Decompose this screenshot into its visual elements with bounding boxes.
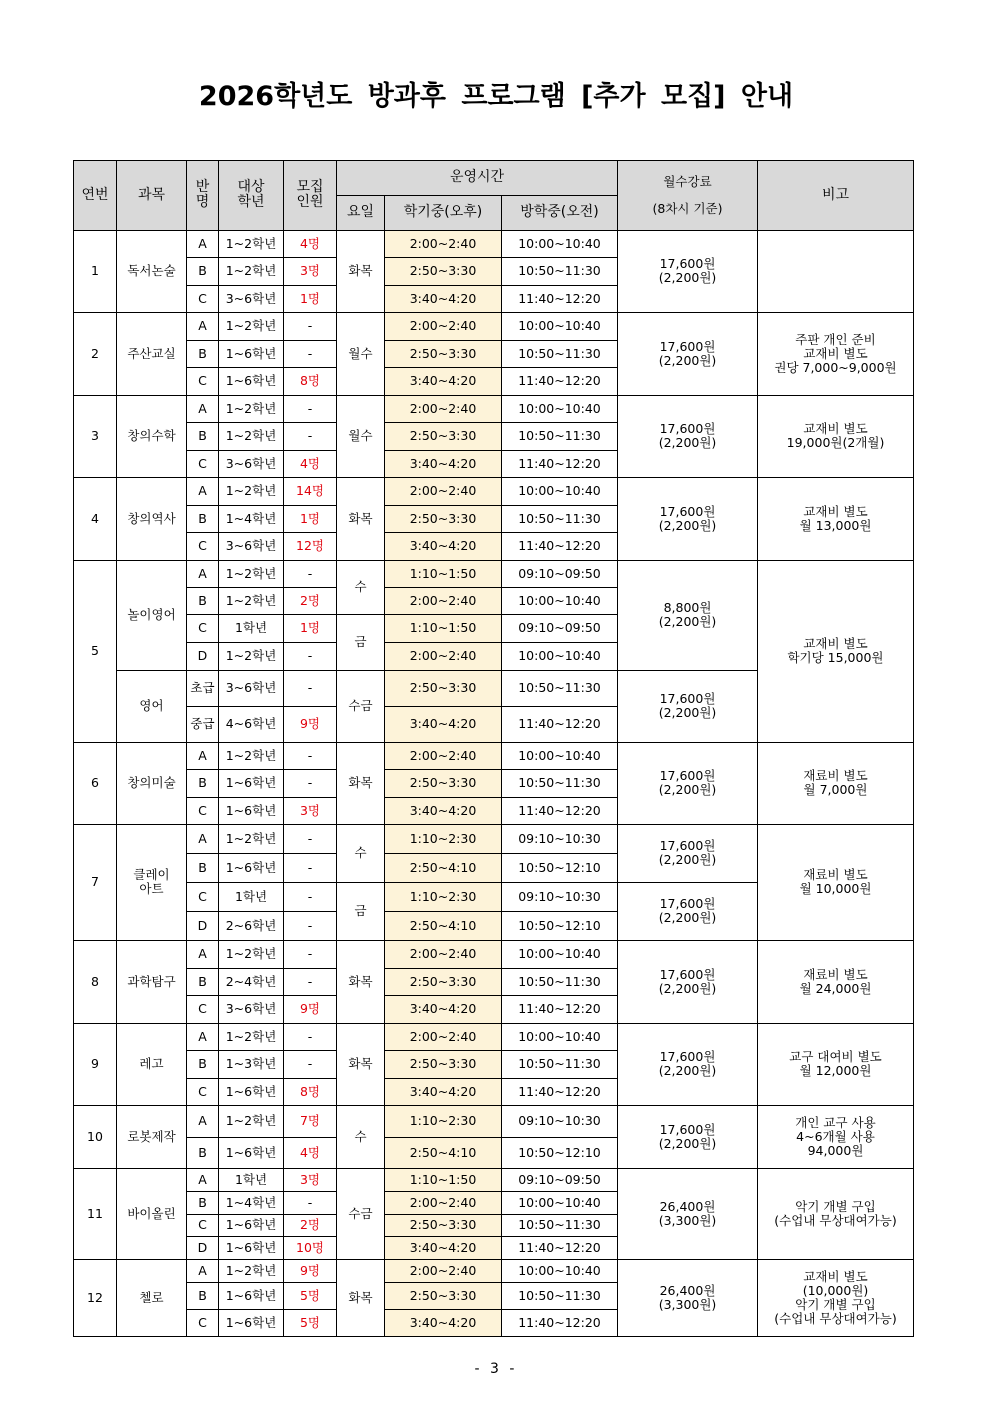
vacation-time: 10:50~11:30: [502, 505, 618, 532]
weekday: 화목: [337, 1023, 385, 1105]
term-time: 3:40~4:20: [385, 285, 502, 312]
term-time: 3:40~4:20: [385, 797, 502, 824]
term-time: 1:10~2:30: [385, 1105, 502, 1137]
recruit-count: 4명: [284, 450, 337, 477]
vacation-time: 09:10~10:30: [502, 824, 618, 853]
term-time: 2:50~4:10: [385, 1137, 502, 1168]
target-grade: 1~2학년: [219, 230, 284, 257]
monthly-fee: 17,600원 (2,200원): [618, 1105, 758, 1168]
recruit-count: -: [284, 1050, 337, 1078]
recruit-count: -: [284, 560, 337, 587]
class-label: A: [187, 742, 219, 769]
subject-name: 클레이 아트: [117, 824, 187, 940]
recruit-count: 9명: [284, 995, 337, 1023]
recruit-count: -: [284, 968, 337, 995]
class-label: C: [187, 995, 219, 1023]
vacation-time: 10:00~10:40: [502, 1191, 618, 1214]
subject-name: 창의수학: [117, 395, 187, 477]
term-time: 2:50~4:10: [385, 853, 502, 882]
note: 교재비 별도 (10,000원) 악기 개별 구입 (수업내 무상대여가능): [758, 1259, 914, 1336]
subject-name: 주산교실: [117, 312, 187, 395]
header-weekday: 요일: [337, 195, 385, 230]
weekday: 수금: [337, 670, 385, 742]
target-grade: 3~6학년: [219, 995, 284, 1023]
target-grade: 1~2학년: [219, 257, 284, 285]
monthly-fee: 17,600원 (2,200원): [618, 940, 758, 1023]
monthly-fee: 17,600원 (2,200원): [618, 230, 758, 312]
monthly-fee: 26,400원 (3,300원): [618, 1259, 758, 1336]
page-title: 2026학년도 방과후 프로그램 [추가 모집] 안내: [198, 81, 794, 112]
class-label: A: [187, 230, 219, 257]
recruit-count: -: [284, 824, 337, 853]
note: 개인 교구 사용 4~6개월 사용 94,000원: [758, 1105, 914, 1168]
target-grade: 1학년: [219, 1168, 284, 1191]
class-label: B: [187, 769, 219, 797]
row-number: 9: [74, 1023, 117, 1105]
vacation-time: 10:50~12:10: [502, 1137, 618, 1168]
vacation-time: 10:50~11:30: [502, 257, 618, 285]
target-grade: 1~4학년: [219, 1191, 284, 1214]
term-time: 2:00~2:40: [385, 742, 502, 769]
row-number: 6: [74, 742, 117, 824]
class-label: C: [187, 532, 219, 560]
class-label: C: [187, 1309, 219, 1336]
vacation-time: 10:00~10:40: [502, 312, 618, 340]
target-grade: 1~3학년: [219, 1050, 284, 1078]
vacation-time: 10:50~11:30: [502, 1050, 618, 1078]
weekday: 화목: [337, 940, 385, 1023]
term-time: 2:50~3:30: [385, 505, 502, 532]
term-time: 2:50~3:30: [385, 1282, 502, 1309]
header-vacation: 방학중(오전): [502, 195, 618, 230]
vacation-time: 10:50~11:30: [502, 1214, 618, 1236]
vacation-time: 11:40~12:20: [502, 706, 618, 742]
vacation-time: 11:40~12:20: [502, 1078, 618, 1105]
recruit-count: -: [284, 395, 337, 422]
subject-name: 독서논술: [117, 230, 187, 312]
vacation-time: 11:40~12:20: [502, 1236, 618, 1259]
class-label: C: [187, 450, 219, 477]
class-label: A: [187, 940, 219, 968]
target-grade: 1~6학년: [219, 1236, 284, 1259]
recruit-count: -: [284, 642, 337, 670]
target-grade: 1~2학년: [219, 312, 284, 340]
recruit-count: -: [284, 312, 337, 340]
recruit-count: 1명: [284, 505, 337, 532]
class-label: B: [187, 505, 219, 532]
class-label: C: [187, 882, 219, 911]
term-time: 1:10~1:50: [385, 1168, 502, 1191]
class-label: D: [187, 1236, 219, 1259]
header-no: 연번: [74, 161, 117, 231]
term-time: 1:10~1:50: [385, 614, 502, 642]
row-number: 5: [74, 560, 117, 742]
recruit-count: 1명: [284, 614, 337, 642]
weekday: 수: [337, 824, 385, 882]
header-term: 학기중(오후): [385, 195, 502, 230]
term-time: 3:40~4:20: [385, 532, 502, 560]
class-label: B: [187, 853, 219, 882]
recruit-count: 5명: [284, 1282, 337, 1309]
monthly-fee: 8,800원 (2,200원): [618, 560, 758, 670]
term-time: 2:00~2:40: [385, 642, 502, 670]
vacation-time: 09:10~10:30: [502, 1105, 618, 1137]
vacation-time: 11:40~12:20: [502, 1309, 618, 1336]
class-label: A: [187, 395, 219, 422]
note: 교재비 별도 19,000원(2개월): [758, 395, 914, 477]
target-grade: 1~6학년: [219, 797, 284, 824]
row-number: 2: [74, 312, 117, 395]
header-schedule: 운영시간: [337, 161, 618, 196]
subject-name: 첼로: [117, 1259, 187, 1336]
target-grade: 3~6학년: [219, 670, 284, 706]
row-number: 11: [74, 1168, 117, 1259]
target-grade: 1~6학년: [219, 853, 284, 882]
recruit-count: 4명: [284, 230, 337, 257]
page-number: - 3 -: [474, 1361, 518, 1377]
class-label: 초급: [187, 670, 219, 706]
monthly-fee: 17,600원 (2,200원): [618, 670, 758, 742]
vacation-time: 09:10~10:30: [502, 882, 618, 911]
recruit-count: 14명: [284, 477, 337, 505]
vacation-time: 10:50~11:30: [502, 340, 618, 367]
class-label: B: [187, 1191, 219, 1214]
vacation-time: 10:00~10:40: [502, 940, 618, 968]
recruit-count: 1명: [284, 285, 337, 312]
recruit-count: 9명: [284, 706, 337, 742]
class-label: C: [187, 1078, 219, 1105]
term-time: 1:10~1:50: [385, 560, 502, 587]
class-label: A: [187, 560, 219, 587]
class-label: A: [187, 312, 219, 340]
class-label: A: [187, 477, 219, 505]
class-label: A: [187, 1259, 219, 1282]
target-grade: 1학년: [219, 614, 284, 642]
recruit-count: 8명: [284, 367, 337, 395]
header-fee-basis: (8차시 기준): [652, 201, 723, 217]
term-time: 3:40~4:20: [385, 1078, 502, 1105]
term-time: 3:40~4:20: [385, 995, 502, 1023]
target-grade: 1~2학년: [219, 477, 284, 505]
term-time: 1:10~2:30: [385, 882, 502, 911]
vacation-time: 10:00~10:40: [502, 742, 618, 769]
vacation-time: 10:50~12:10: [502, 911, 618, 940]
subject-name: 창의미술: [117, 742, 187, 824]
target-grade: 1학년: [219, 882, 284, 911]
target-grade: 1~6학년: [219, 367, 284, 395]
row-number: 7: [74, 824, 117, 940]
term-time: 3:40~4:20: [385, 1236, 502, 1259]
class-label: B: [187, 587, 219, 614]
term-time: 3:40~4:20: [385, 450, 502, 477]
recruit-count: 5명: [284, 1309, 337, 1336]
monthly-fee: 17,600원 (2,200원): [618, 312, 758, 395]
target-grade: 1~6학년: [219, 340, 284, 367]
monthly-fee: 17,600원 (2,200원): [618, 395, 758, 477]
vacation-time: 10:00~10:40: [502, 642, 618, 670]
vacation-time: 11:40~12:20: [502, 797, 618, 824]
vacation-time: 11:40~12:20: [502, 367, 618, 395]
class-label: B: [187, 340, 219, 367]
vacation-time: 10:50~12:10: [502, 853, 618, 882]
subject-name: 창의역사: [117, 477, 187, 560]
target-grade: 1~4학년: [219, 505, 284, 532]
term-time: 1:10~2:30: [385, 824, 502, 853]
class-label: B: [187, 422, 219, 450]
term-time: 2:50~3:30: [385, 968, 502, 995]
note: 재료비 별도 월 24,000원: [758, 940, 914, 1023]
recruit-count: -: [284, 1023, 337, 1050]
header-fee: [618, 161, 758, 231]
monthly-fee: 17,600원 (2,200원): [618, 742, 758, 824]
recruit-count: 2명: [284, 587, 337, 614]
vacation-time: 11:40~12:20: [502, 995, 618, 1023]
note: 교재비 별도 월 13,000원: [758, 477, 914, 560]
target-grade: 2~4학년: [219, 968, 284, 995]
recruit-count: 4명: [284, 1137, 337, 1168]
subject-name: 과학탐구: [117, 940, 187, 1023]
recruit-count: -: [284, 742, 337, 769]
term-time: 2:00~2:40: [385, 395, 502, 422]
recruit-count: -: [284, 940, 337, 968]
note: 재료비 별도 월 7,000원: [758, 742, 914, 824]
note: 교구 대여비 별도 월 12,000원: [758, 1023, 914, 1105]
target-grade: 2~6학년: [219, 911, 284, 940]
target-grade: 3~6학년: [219, 285, 284, 312]
term-time: 2:00~2:40: [385, 1191, 502, 1214]
program-table: [73, 160, 914, 1337]
vacation-time: 10:00~10:40: [502, 587, 618, 614]
weekday: 금: [337, 882, 385, 940]
term-time: 2:00~2:40: [385, 1023, 502, 1050]
monthly-fee: 17,600원 (2,200원): [618, 824, 758, 882]
row-number: 12: [74, 1259, 117, 1336]
row-number: 10: [74, 1105, 117, 1168]
weekday: 월수: [337, 395, 385, 477]
term-time: 2:00~2:40: [385, 1259, 502, 1282]
note: 재료비 별도 월 10,000원: [758, 824, 914, 940]
recruit-count: 3명: [284, 797, 337, 824]
vacation-time: 10:50~11:30: [502, 1282, 618, 1309]
weekday: 월수: [337, 312, 385, 395]
vacation-time: 09:10~09:50: [502, 1168, 618, 1191]
target-grade: 1~2학년: [219, 1259, 284, 1282]
class-label: A: [187, 1168, 219, 1191]
term-time: 2:00~2:40: [385, 587, 502, 614]
term-time: 2:50~4:10: [385, 911, 502, 940]
class-label: D: [187, 642, 219, 670]
target-grade: 1~6학년: [219, 1078, 284, 1105]
weekday: 화목: [337, 742, 385, 824]
row-number: 4: [74, 477, 117, 560]
note: [758, 230, 914, 312]
class-label: A: [187, 824, 219, 853]
recruit-count: 12명: [284, 532, 337, 560]
class-label: B: [187, 1282, 219, 1309]
subject-name: 영어: [117, 670, 187, 742]
recruit-count: 10명: [284, 1236, 337, 1259]
target-grade: 1~6학년: [219, 1214, 284, 1236]
target-grade: 1~6학년: [219, 769, 284, 797]
vacation-time: 10:50~11:30: [502, 968, 618, 995]
row-number: 3: [74, 395, 117, 477]
class-label: C: [187, 367, 219, 395]
recruit-count: -: [284, 670, 337, 706]
recruit-count: 8명: [284, 1078, 337, 1105]
class-label: B: [187, 257, 219, 285]
class-label: B: [187, 968, 219, 995]
vacation-time: 10:50~11:30: [502, 670, 618, 706]
class-label: A: [187, 1105, 219, 1137]
term-time: 3:40~4:20: [385, 706, 502, 742]
weekday: 수: [337, 560, 385, 614]
recruit-count: 3명: [284, 1168, 337, 1191]
recruit-count: -: [284, 340, 337, 367]
class-label: D: [187, 911, 219, 940]
vacation-time: 10:00~10:40: [502, 1023, 618, 1050]
vacation-time: 11:40~12:20: [502, 532, 618, 560]
term-time: 2:50~3:30: [385, 769, 502, 797]
class-label: 중급: [187, 706, 219, 742]
weekday: 화목: [337, 230, 385, 312]
monthly-fee: 17,600원 (2,200원): [618, 1023, 758, 1105]
vacation-time: 09:10~09:50: [502, 614, 618, 642]
vacation-time: 11:40~12:20: [502, 450, 618, 477]
vacation-time: 09:10~09:50: [502, 560, 618, 587]
target-grade: 1~2학년: [219, 422, 284, 450]
header-fee-title: 월수강료: [663, 173, 712, 189]
note: 교재비 별도 학기당 15,000원: [758, 560, 914, 742]
class-label: C: [187, 285, 219, 312]
recruit-count: -: [284, 1191, 337, 1214]
target-grade: 1~6학년: [219, 1309, 284, 1336]
vacation-time: 10:00~10:40: [502, 1259, 618, 1282]
vacation-time: 10:00~10:40: [502, 230, 618, 257]
term-time: 3:40~4:20: [385, 1309, 502, 1336]
term-time: 2:50~3:30: [385, 1214, 502, 1236]
row-number: 1: [74, 230, 117, 312]
class-label: B: [187, 1050, 219, 1078]
class-label: C: [187, 797, 219, 824]
target-grade: 1~2학년: [219, 1023, 284, 1050]
vacation-time: 10:00~10:40: [502, 395, 618, 422]
target-grade: 1~2학년: [219, 587, 284, 614]
recruit-count: -: [284, 769, 337, 797]
header-class: 반 명: [187, 161, 219, 231]
header-grade: 대상 학년: [219, 161, 284, 231]
weekday: 화목: [337, 1259, 385, 1336]
term-time: 2:50~3:30: [385, 422, 502, 450]
class-label: C: [187, 614, 219, 642]
weekday: 수금: [337, 1168, 385, 1259]
weekday: 금: [337, 614, 385, 670]
class-label: C: [187, 1214, 219, 1236]
header-subject: 과목: [117, 161, 187, 231]
header-note: 비고: [758, 161, 914, 231]
target-grade: 1~6학년: [219, 1282, 284, 1309]
target-grade: 1~2학년: [219, 560, 284, 587]
target-grade: 1~6학년: [219, 1137, 284, 1168]
target-grade: 1~2학년: [219, 742, 284, 769]
recruit-count: -: [284, 853, 337, 882]
term-time: 3:40~4:20: [385, 367, 502, 395]
target-grade: 1~2학년: [219, 642, 284, 670]
target-grade: 3~6학년: [219, 532, 284, 560]
recruit-count: -: [284, 911, 337, 940]
header-count: 모집 인원: [284, 161, 337, 231]
weekday: 수: [337, 1105, 385, 1168]
monthly-fee: 26,400원 (3,300원): [618, 1168, 758, 1259]
row-number: 8: [74, 940, 117, 1023]
recruit-count: 3명: [284, 257, 337, 285]
vacation-time: 11:40~12:20: [502, 285, 618, 312]
term-time: 2:00~2:40: [385, 940, 502, 968]
target-grade: 1~2학년: [219, 824, 284, 853]
subject-name: 레고: [117, 1023, 187, 1105]
recruit-count: 9명: [284, 1259, 337, 1282]
term-time: 2:00~2:40: [385, 230, 502, 257]
term-time: 2:00~2:40: [385, 477, 502, 505]
vacation-time: 10:50~11:30: [502, 769, 618, 797]
recruit-count: -: [284, 422, 337, 450]
note: 주판 개인 준비 교재비 별도 권당 7,000~9,000원: [758, 312, 914, 395]
subject-name: 바이올린: [117, 1168, 187, 1259]
target-grade: 4~6학년: [219, 706, 284, 742]
target-grade: 1~2학년: [219, 1105, 284, 1137]
weekday: 화목: [337, 477, 385, 560]
subject-name: 로봇제작: [117, 1105, 187, 1168]
vacation-time: 10:00~10:40: [502, 477, 618, 505]
monthly-fee: 17,600원 (2,200원): [618, 882, 758, 940]
recruit-count: 7명: [284, 1105, 337, 1137]
term-time: 2:50~3:30: [385, 340, 502, 367]
class-label: A: [187, 1023, 219, 1050]
subject-name: 놀이영어: [117, 560, 187, 670]
term-time: 2:50~3:30: [385, 670, 502, 706]
term-time: 2:00~2:40: [385, 312, 502, 340]
recruit-count: -: [284, 882, 337, 911]
term-time: 2:50~3:30: [385, 1050, 502, 1078]
target-grade: 1~2학년: [219, 940, 284, 968]
monthly-fee: 17,600원 (2,200원): [618, 477, 758, 560]
recruit-count: 2명: [284, 1214, 337, 1236]
class-label: B: [187, 1137, 219, 1168]
vacation-time: 10:50~11:30: [502, 422, 618, 450]
term-time: 2:50~3:30: [385, 257, 502, 285]
target-grade: 1~2학년: [219, 395, 284, 422]
target-grade: 3~6학년: [219, 450, 284, 477]
note: 악기 개별 구입 (수업내 무상대여가능): [758, 1168, 914, 1259]
